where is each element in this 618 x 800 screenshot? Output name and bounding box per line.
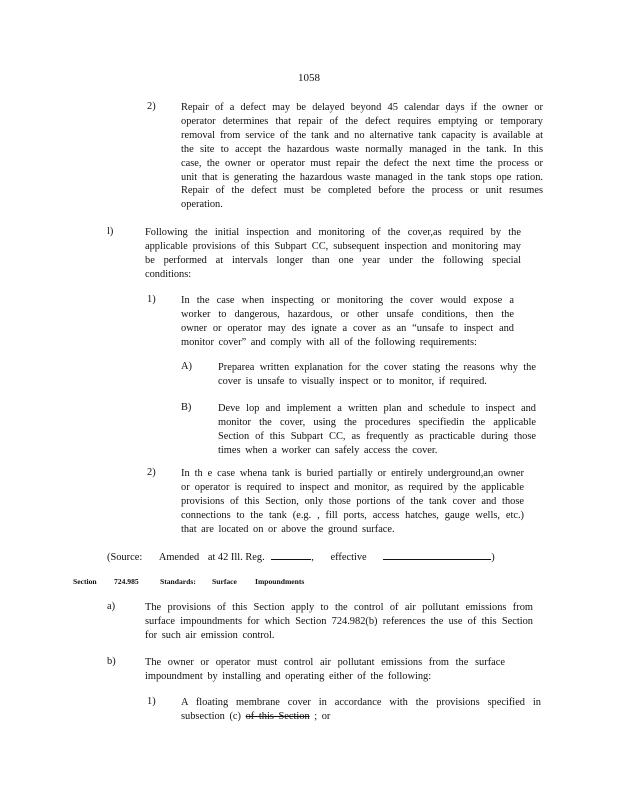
paragraph-line: A floating membrane cover in accordance with the provisions specified in: [181, 697, 541, 708]
item-label: 2): [147, 101, 156, 112]
paragraph: The owner or operator must control air pollutant emissions from the surface impoundment by installing and operating either of the following:: [145, 657, 505, 682]
paragraph: Preparea written explanation for the cover stating the reasons why the cover is unsafe to visually inspect or to monitor, if required.: [218, 362, 536, 387]
item-label: a): [107, 601, 116, 612]
paragraph: [181, 696, 541, 724]
paragraph: In the case when inspecting or monitoring the cover would expose a worker to dangerous, hazardous, or other unsafe conditions, then the owner or operator may des ignate a cover as an “unsafe to inspect and monitor cover” and comply with all of the following requirements:: [181, 295, 514, 348]
source-note: [107, 549, 495, 563]
item-label: 2): [147, 467, 156, 478]
source-register: at 42 Ill. Reg.: [207, 552, 265, 563]
section-number: 724.985: [114, 577, 139, 586]
source-close: ): [491, 552, 495, 563]
section-word: Section: [73, 577, 97, 586]
effective-blank: [383, 549, 491, 560]
register-blank: [271, 549, 311, 560]
item-label: B): [181, 402, 192, 413]
paragraph: Repair of a defect may be delayed beyond 45 calendar days if the owner or operator determines that repair of the defect requires emptying or temporary removal from service of the tank and no alternative tank capacity is available at the site to accept the hazardous waste normally managed in the tank. In this case, the owner or operator must repair the defect the next time the process or unit that is generating the hazardous waste managed in the tank stops ope ration. Repair of the defect must be completed before the process or unit resumes operation.: [181, 102, 543, 211]
source-effective: effective: [330, 552, 367, 563]
paragraph: The provisions of this Section apply to the control of air pollutant emissions from surface impoundments for which Section 724.982(b) references the use of this Section for such air emission control.: [145, 602, 533, 641]
deleted-text: of this Section: [245, 710, 310, 722]
item-label: 1): [147, 696, 156, 707]
paragraph: Following the initial inspection and monitoring of the cover,as required by the applicable provisions of this Subpart CC, subsequent inspection and monitoring may be performed at intervals longer than one year under the following special conditions:: [145, 227, 521, 280]
text-run: subsection (c): [181, 710, 241, 722]
paragraph: Deve lop and implement a written plan and schedule to inspect and monitor the cover, using the procedures specifiedin the applicable Section of this Subpart CC, as frequently as practicable during those times when a worker can safely access the cover.: [218, 403, 536, 456]
source-amended: Amended: [158, 552, 200, 563]
item-label: 1): [147, 294, 156, 305]
item-label: A): [181, 361, 192, 372]
item-label: l): [107, 226, 114, 237]
section-title-word: Surface: [212, 577, 237, 586]
source-comma: ,: [311, 552, 314, 563]
section-title-word: Standards:: [160, 577, 196, 586]
paragraph: In th e case whena tank is buried partially or entirely underground,an owner or operator is required to inspect and monitor, as required by the applicable provisions of this Section, only those portions of the tank cover and those connections to the tank (e.g. , fill ports, access hatches, gauge wells, etc.) that are located on or above the ground surface.: [181, 468, 524, 535]
source-open: (Source:: [107, 552, 143, 563]
text-run: ; or: [314, 710, 331, 722]
paragraph-line: [181, 710, 541, 724]
section-title-word: Impoundments: [255, 577, 305, 586]
item-label: b): [107, 656, 116, 667]
page-number: 1058: [298, 72, 320, 84]
